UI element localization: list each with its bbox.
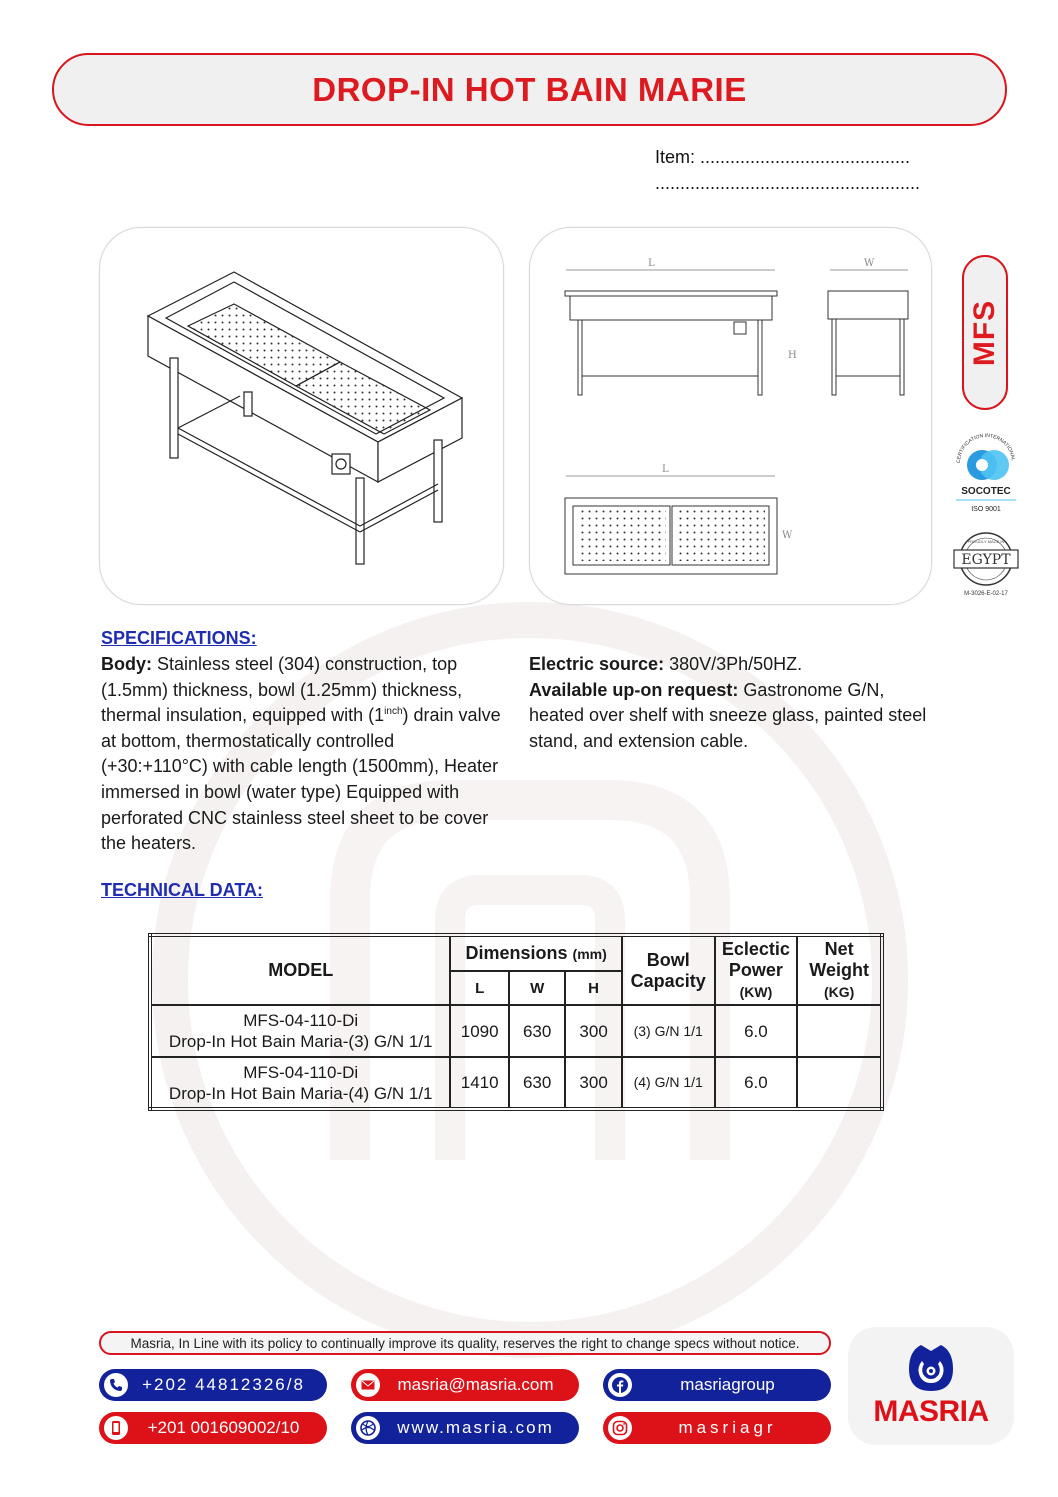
socotec-name: SOCOTEC <box>961 486 1011 497</box>
email-icon <box>356 1373 380 1397</box>
header-net-weight: Net Weight (KG) <box>797 935 882 1005</box>
body-label: Body: <box>101 654 152 674</box>
header-width: W <box>509 971 565 1005</box>
header-dimensions: Dimensions (mm) <box>450 935 621 971</box>
weight-cell <box>797 1057 882 1109</box>
header-length: L <box>450 971 508 1005</box>
mobile-number: +201 001609002/10 <box>147 1418 300 1437</box>
height-cell: 300 <box>565 1005 621 1057</box>
power-cell: 6.0 <box>715 1005 798 1057</box>
body-specification <box>101 652 501 857</box>
masria-logo <box>848 1327 1014 1445</box>
capacity-cell: (4) G/N 1/1 <box>622 1057 715 1109</box>
isometric-drawing <box>100 228 505 606</box>
disclaimer-notice: Masria, In Line with its policy to continually improve its quality, reserves the right to change specs without notice. <box>99 1331 831 1355</box>
mobile-contact[interactable] <box>99 1412 327 1444</box>
length-cell: 1410 <box>450 1057 508 1109</box>
email-contact[interactable] <box>351 1369 579 1401</box>
facebook-icon <box>608 1373 632 1397</box>
egypt-top-label: PROUDLY MADE IN <box>967 539 1005 544</box>
facebook-contact[interactable] <box>603 1369 831 1401</box>
table-header-row <box>150 935 882 971</box>
title-banner <box>52 53 1007 126</box>
orthographic-drawing-card <box>529 227 932 605</box>
electric-label: Electric source: <box>529 654 665 674</box>
made-in-egypt-seal <box>948 527 1024 599</box>
globe-icon <box>356 1416 380 1440</box>
phone-number: +202 44812326/8 <box>142 1375 305 1394</box>
power-cell: 6.0 <box>715 1057 798 1109</box>
email-address: masria@masria.com <box>397 1375 554 1394</box>
dim-label-w-top: W <box>782 530 793 541</box>
website-contact[interactable] <box>351 1412 579 1444</box>
length-cell: 1090 <box>450 1005 508 1057</box>
technical-data-table <box>148 933 884 1111</box>
available-label: Available up-on request: <box>529 679 739 700</box>
socotec-certification-logo <box>948 423 1024 518</box>
instagram-handle: masriagr <box>678 1418 777 1437</box>
technical-data-heading: TECHNICAL DATA: <box>101 880 263 900</box>
capacity-cell: (3) G/N 1/1 <box>622 1005 715 1057</box>
phone-contact[interactable] <box>99 1369 327 1401</box>
specifications-heading: SPECIFICATIONS: <box>101 628 257 648</box>
page-title: DROP-IN HOT BAIN MARIE <box>312 70 747 108</box>
socotec-arc-text: CERTIFICATION INTERNATIONAL <box>955 432 1016 464</box>
website-url: www.masria.com <box>397 1418 554 1437</box>
header-bowl-capacity: Bowl Capacity <box>622 935 715 1005</box>
egypt-label: EGYPT <box>961 552 1011 568</box>
mobile-icon <box>104 1416 128 1440</box>
table-row <box>150 1005 882 1057</box>
iso-label: ISO 9001 <box>971 506 1001 513</box>
header-height: H <box>565 971 621 1005</box>
dim-label-w: W <box>864 258 875 269</box>
model-cell: MFS-04-110-Di Drop-In Hot Bain Maria-(4) G/N 1/1 <box>150 1057 450 1109</box>
isometric-drawing-card <box>99 227 504 605</box>
electric-specification <box>529 652 929 754</box>
weight-cell <box>797 1005 882 1057</box>
model-cell: MFS-04-110-Di Drop-In Hot Bain Maria-(3) G/N 1/1 <box>150 1005 450 1057</box>
item-field: Item: .......................................... <box>655 147 911 167</box>
masria-wordmark: MASRIA <box>873 1395 989 1428</box>
inch-superscript: inch <box>384 706 403 718</box>
egypt-code: M-3026-E-02-17 <box>964 591 1008 597</box>
header-model: MODEL <box>150 935 450 1005</box>
instagram-contact[interactable] <box>603 1412 831 1444</box>
header-electric-power: Eclectic Power (KW) <box>715 935 798 1005</box>
dim-label-l-top: L <box>662 464 669 475</box>
width-cell: 630 <box>509 1057 565 1109</box>
series-badge <box>962 255 1008 410</box>
electric-value: 380V/3Ph/50HZ. <box>664 654 803 674</box>
height-cell: 300 <box>565 1057 621 1109</box>
facebook-handle: masriagroup <box>680 1375 775 1394</box>
table-row <box>150 1057 882 1109</box>
series-label: MFS <box>968 299 1002 366</box>
orthographic-drawing <box>530 228 933 606</box>
dim-label-h: H <box>788 350 797 361</box>
width-cell: 630 <box>509 1005 565 1057</box>
body-text-part1: Stainless steel (304) construction, top (1.5mm) thickness, bowl (1.25mm) thickness, thermal insulation, equipped with (1 <box>101 654 463 726</box>
instagram-icon <box>608 1416 632 1440</box>
phone-icon <box>104 1373 128 1397</box>
available-value: Gastronome G/N, heated over shelf with sneeze glass, painted steel stand, and extension cable. <box>529 679 927 751</box>
masria-emblem-icon <box>903 1343 959 1393</box>
item-field-line2: ..................................................... <box>655 173 921 193</box>
dim-label-l: L <box>648 258 655 269</box>
body-text-part2: ) drain valve at bottom, thermostatically controlled (+30:+110°C) with cable length (1500mm), Heater immersed in bowl (water type) Equipped with perforated CNC stainless steel sheet to be cover the heaters. <box>101 705 501 854</box>
